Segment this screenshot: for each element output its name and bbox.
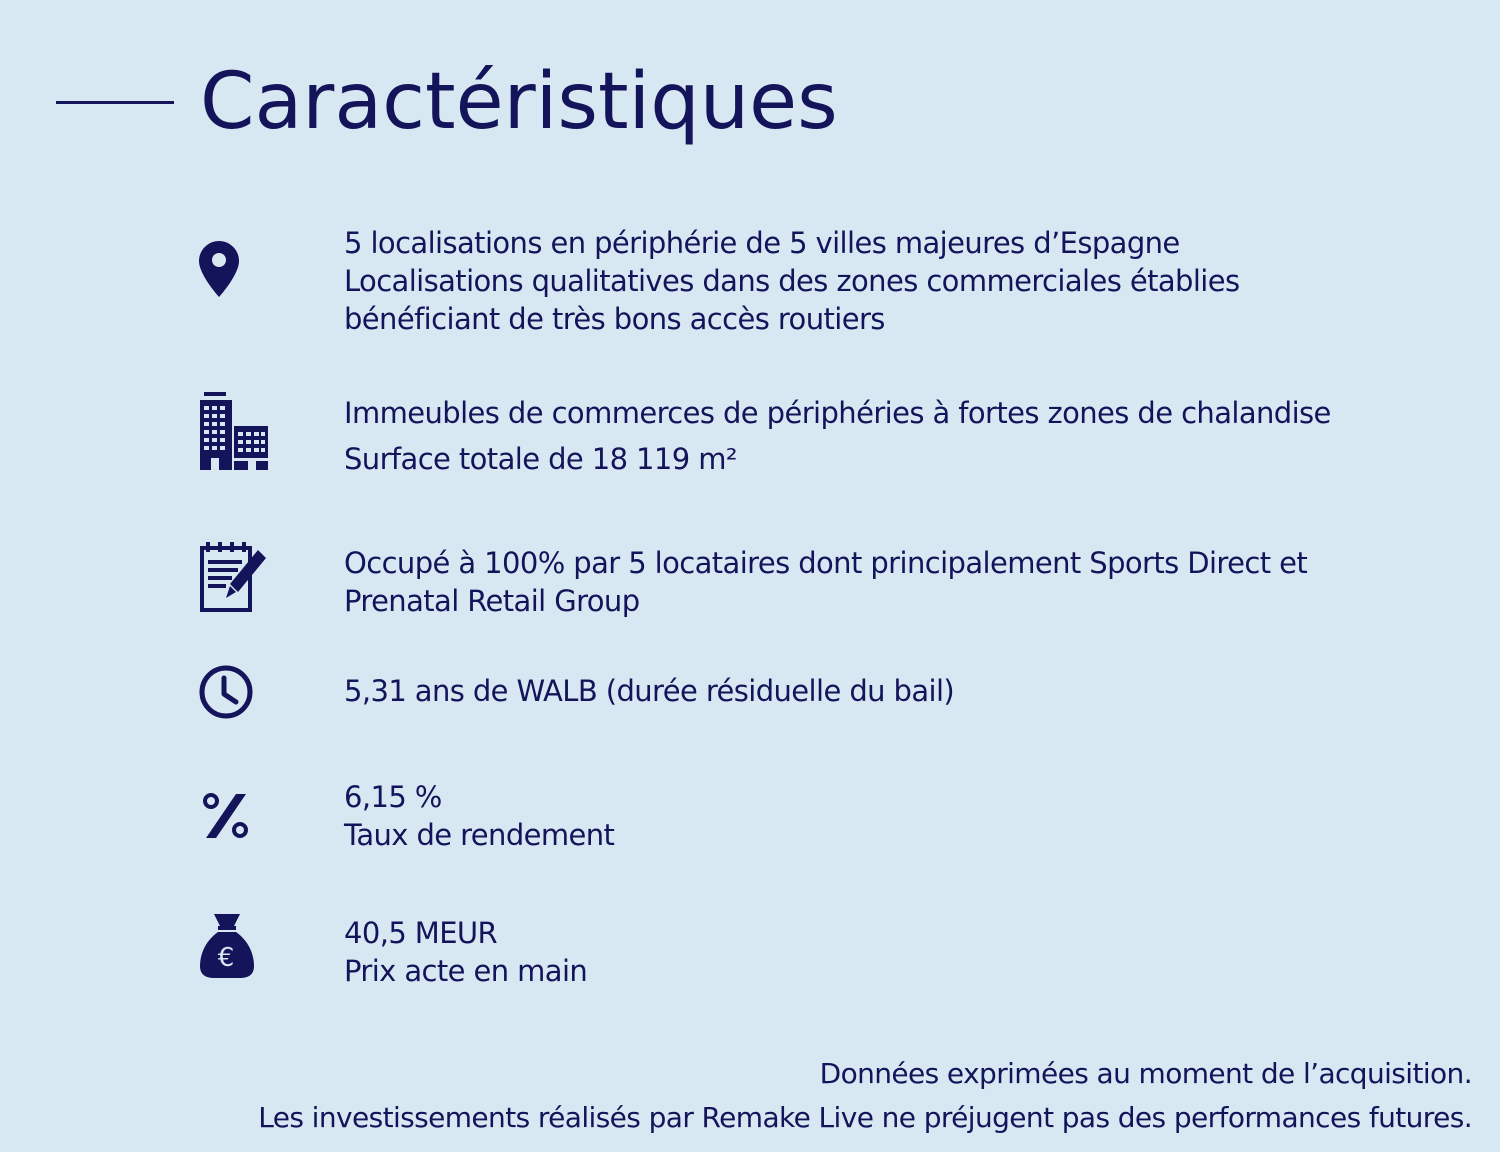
item-line: Occupé à 100% par 5 locataires dont principalement Sports Direct et <box>344 546 1308 580</box>
item-occupancy-text <box>344 544 1307 620</box>
money-bag-euro-icon <box>198 912 256 980</box>
disclaimer-line-2: Les investissements réalisés par Remake Live ne préjugent pas des performances futures. <box>258 1101 1472 1134</box>
item-walb-text <box>344 672 954 710</box>
item-line: Prenatal Retail Group <box>344 584 640 618</box>
location-pin-icon <box>198 240 240 298</box>
item-line: 5,31 ans de WALB (durée résiduelle du bail) <box>344 674 955 708</box>
buildings-icon <box>198 392 270 470</box>
item-line: Surface totale de 18 119 m² <box>344 442 737 476</box>
item-label: Prix acte en main <box>344 954 588 988</box>
title-rule <box>56 101 174 104</box>
item-yield-text <box>344 778 614 854</box>
item-buildings-text <box>344 390 1331 482</box>
clock-icon <box>198 664 254 720</box>
percent-icon <box>200 790 252 842</box>
item-line: 5 localisations en périphérie de 5 villes majeures d’Espagne <box>344 226 1180 260</box>
euro-glyph: € <box>217 943 235 973</box>
item-price-text <box>344 914 587 990</box>
item-line: Localisations qualitatives dans des zones commerciales établies <box>344 264 1240 298</box>
page-title: Caractéristiques <box>200 57 838 147</box>
item-label: Taux de rendement <box>344 818 615 852</box>
item-line: Immeubles de commerces de périphéries à fortes zones de chalandise <box>344 396 1331 430</box>
item-line: bénéficiant de très bons accès routiers <box>344 302 885 336</box>
notepad-pencil-icon <box>198 540 270 614</box>
disclaimer-line-1: Données exprimées au moment de l’acquisition. <box>819 1057 1472 1090</box>
disclaimer <box>258 1052 1472 1140</box>
item-value: 6,15 % <box>344 780 442 814</box>
item-location-text <box>344 224 1240 338</box>
item-value: 40,5 MEUR <box>344 916 498 950</box>
